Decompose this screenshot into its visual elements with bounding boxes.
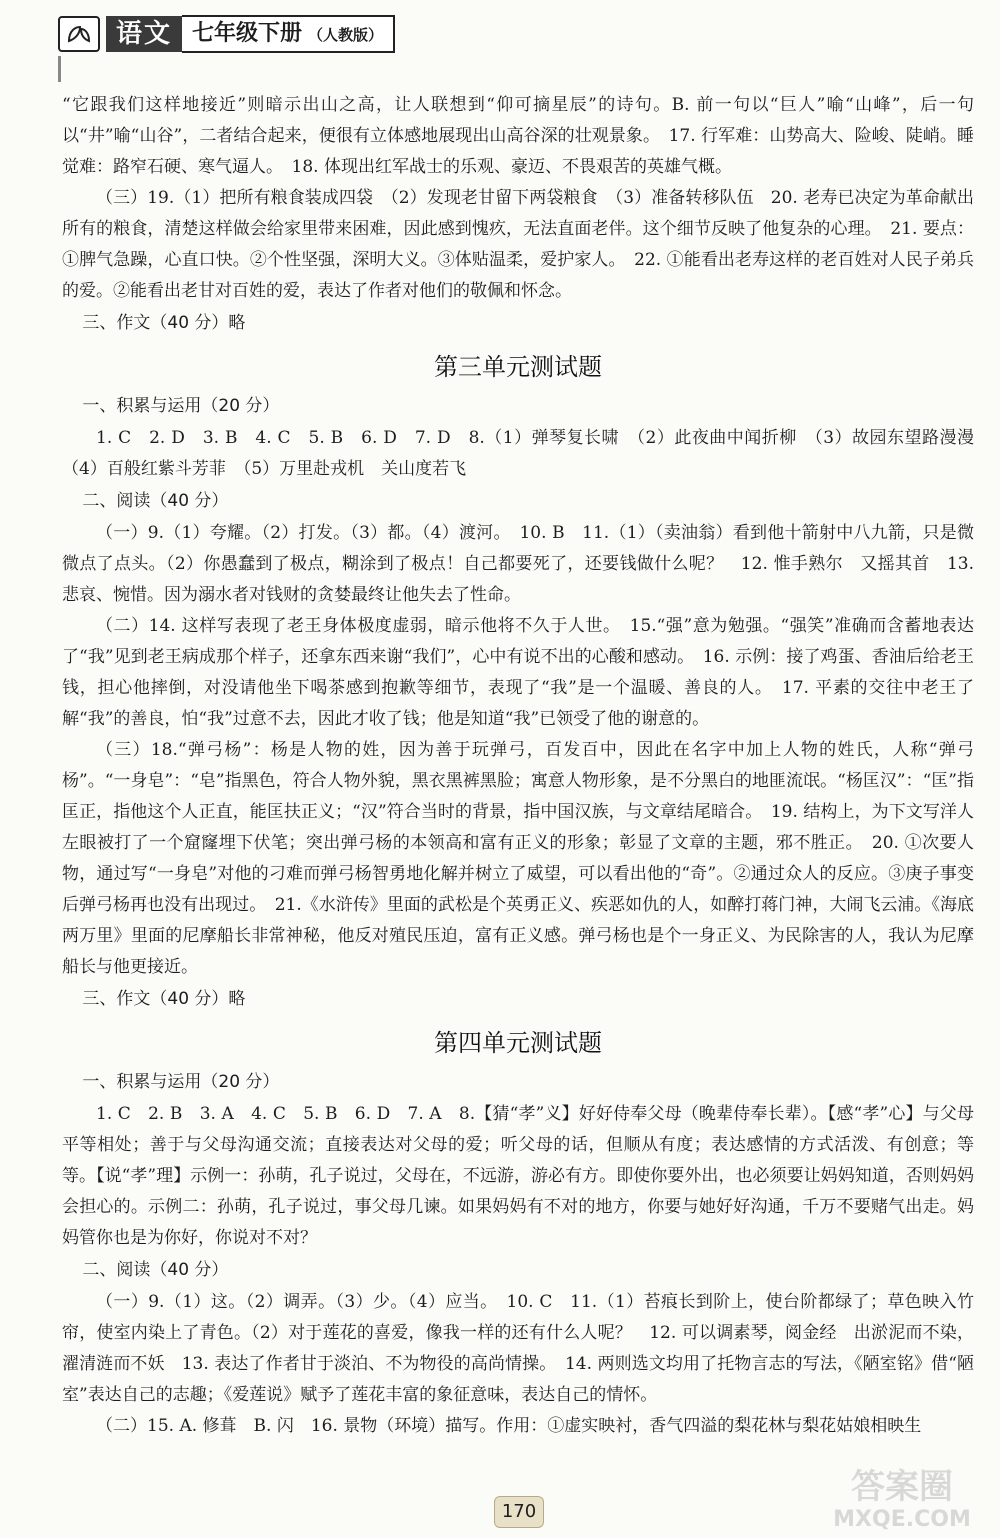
book-header [58,14,395,54]
answer-paragraph: （二）14. 这样写表现了老王身体极度虚弱，暗示他将不久于人世。 15.“强”意为勉强。“强笑”准确而含蓄地表达了“我”见到老王病成那个样子，还拿东西来谢“我们”，心中有说不出的心酸和感动。 16. 示例：接了鸡蛋、香油后给老王钱，担心他摔倒，对没请他坐下喝茶感到抱歉等细节，表现了“我”是一个温暖、善良的人。 17. 平素的交往中老王了解“我”的善良，怕“我”过意不去，因此才收了钱；他是知道“我”已领受了他的谢意的。 [62,616,974,729]
answer-paragraph: （三）18.“弹弓杨”：杨是人物的姓，因为善于玩弹弓，百发百中，因此在名字中加上人物的姓氏，人称“弹弓杨”。“一身皂”：“皂”指黑色，符合人物外貌，黑衣黑裤黑脸；寓意人物形象，是不分黑白的地匪流氓。“杨匡汉”：“匡”指匡正，指他这个人正直，能匡扶正义；“汉”符合当时的背景，指中国汉族，与文章结尾暗合。 19. 结构上，为下文写洋人左眼被打了一个窟窿埋下伏笔；突出弹弓杨的本领高和富有正义的形象；彰显了文章的主题，邪不胜正。 20. ①次要人物，通过写“一身皂”对他的刁难而弹弓杨智勇地化解并树立了威望，可以看出他的“奇”。②通过众人的反应。③庚子事变后弹弓杨再也没有出现过。 21.《水浒传》里面的武松是个英勇正义、疾恶如仇的人，如醉打蒋门神，大闹飞云浦。《海底两万里》里面的尼摩船长非常神秘，他反对殖民压迫，富有正义感。弹弓杨也是个一身正义、为民除害的人，我认为尼摩船长与他更接近。 [62,740,974,977]
answer-paragraph: （一）9.（1）这。（2）调弄。（3）少。（4）应当。 10. C 11.（1）苔痕长到阶上，使台阶都绿了；草色映入竹帘，使室内染上了青色。（2）对于莲花的喜爱，像我一样的还有什么人呢？ 12. 可以调素琴，阅金经 出淤泥而不染，濯清涟而不妖 13. 表达了作者甘于淡泊、不为物役的高尚情操。 14. 两则选文均用了托物言志的写法，《陋室铭》借“陋室”表达自己的志趣；《爱莲说》赋予了莲花丰富的象征意味，表达自己的情怀。 [62,1292,974,1405]
answer-paragraph: “它跟我们这样地接近”则暗示出山之高，让人联想到“仰可摘星辰”的诗句。B. 前一句以“巨人”喻“山峰”，后一句以“井”喻“山谷”，二者结合起来，便很有立体感地展现出山高谷深的壮观景象。 17. 行军难：山势高大、险峻、陡峭。睡觉难：路窄石硬、寒气逼人。 18. 体现出红军战士的乐观、豪迈、不畏艰苦的英雄气概。 [62,95,974,177]
section-title: 第三单元测试题 [434,353,602,381]
answer-paragraph: 1. C 2. D 3. B 4. C 5. B 6. D 7. D 8.（1）弹琴复长啸 （2）此夜曲中闻折柳 （3）故园东望路漫漫 （4）百般红紫斗芳菲 （5）万里赴戎机 关山度若飞 [62,428,991,479]
section-heading: 一、积累与运用（20 分） [82,1072,280,1092]
section-heading: 二、阅读（40 分） [82,491,229,511]
watermark-line1: 答案圈 [851,1467,953,1507]
subject-label: 语文 [106,16,182,52]
section-heading: 二、阅读（40 分） [82,1260,229,1280]
leaf-icon [58,16,100,52]
grade-label [182,15,395,53]
answer-paragraph: （三）19.（1）把所有粮食装成四袋 （2）发现老甘留下两袋粮食 （3）准备转移队伍 20. 老寿已决定为革命献出所有的粮食，清楚这样做会给家里带来困难，因此感到愧疚，无法直面老伴。这个细节反映了他复杂的心理。 21. 要点：①脾气急躁，心直口快。②个性坚强，深明大义。③体贴温柔，爱护家人。 22. ①能看出老寿这样的老百姓对人民子弟兵的爱。②能看出老甘对百姓的爱，表达了作者对他们的敬佩和怀念。 [62,188,974,301]
section-title: 第四单元测试题 [434,1029,602,1057]
section-heading: 一、积累与运用（20 分） [82,396,280,416]
grade-text: 七年级下册 [192,21,303,46]
answer-content [62,90,991,1442]
answer-paragraph: （二）15. A. 修葺 B. 闪 16. 景物（环境）描写。作用：①虚实映衬，香气四溢的梨花林与梨花姑娘相映生 [96,1416,922,1436]
answer-paragraph: （一）9.（1）夸耀。（2）打发。（3）都。（4）渡河。 10. B 11.（1）（卖油翁）看到他十箭射中八九箭，只是微微点了点头。（2）你愚蠢到了极点，糊涂到了极点！自己都要死了，还要钱做什么呢？ 12. 惟手熟尔 又摇其首 13. 悲哀、惋惜。因为溺水者对钱财的贪婪最终让他失去了性命。 [62,523,974,605]
watermark-logo [812,1462,992,1534]
section-heading: 三、作文（40 分）略 [82,313,246,333]
header-decoration [58,56,91,82]
page-number: 170 [494,1496,544,1528]
answer-paragraph: 1. C 2. B 3. A 4. C 5. B 6. D 7. A 8.【猜“孝”义】好好侍奉父母（晚辈侍奉长辈）。【感“孝”心】与父母平等相处；善于与父母沟通交流；直接表达对父母的爱；听父母的话，但顺从有度；表达感情的方式活泼、有创意；等等。【说“孝”理】示例一：孙萌，孔子说过，父母在，不远游，游必有方。即使你要外出，也必须要让妈妈知道，否则妈妈会担心的。示例二：孙萌，孔子说过，事父母几谏。如果妈妈有不对的地方，你要与她好好沟通，千万不要赌气出走。妈妈管你也是为你好，你说对不对？ [62,1104,974,1248]
edition-label: （人教版） [308,26,384,44]
watermark-line2: MXQE.COM [833,1507,971,1532]
section-heading: 三、作文（40 分）略 [82,989,246,1009]
